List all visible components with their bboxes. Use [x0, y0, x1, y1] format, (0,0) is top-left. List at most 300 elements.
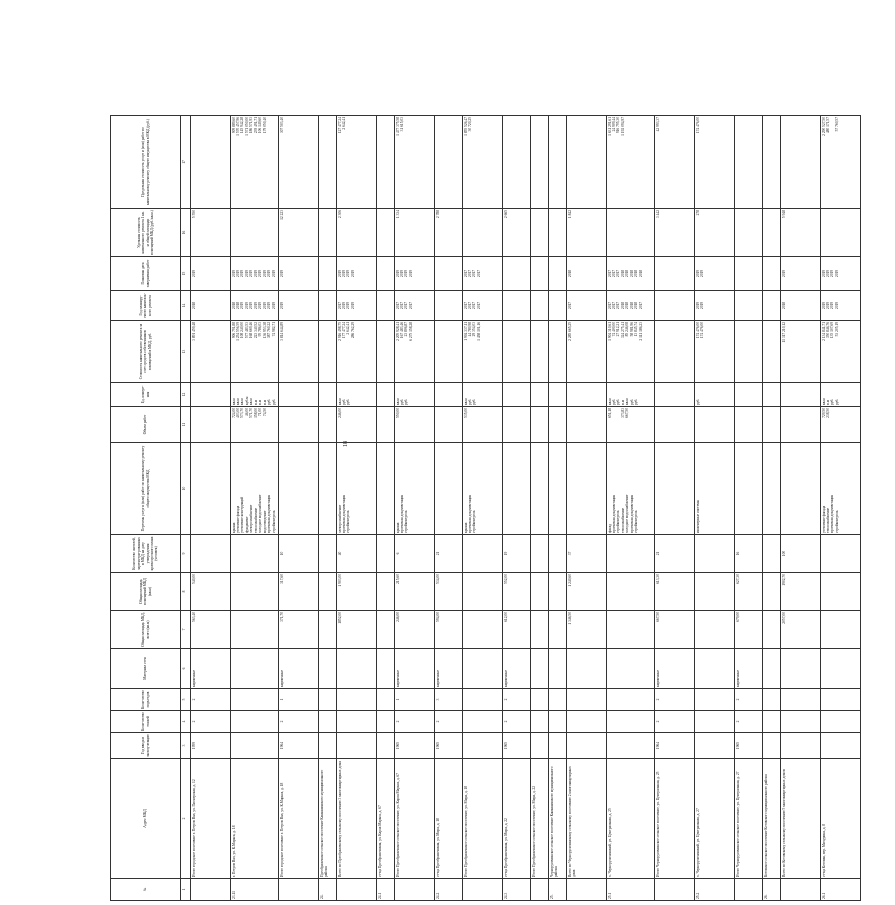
column-header: Материал стен: [111, 649, 181, 689]
table-cell: 667,50: [655, 611, 695, 649]
table-cell: [735, 321, 763, 383]
cell-line: 1 458 101,16: [476, 322, 481, 341]
cell-line: п.м: [253, 399, 258, 405]
cell-line: 2017: [616, 269, 621, 278]
column-header: Перечень услуг и (или) работ по капитальному ремонту общего имущества МКД: [111, 443, 181, 535]
table-cell: [531, 733, 549, 759]
table-cell: [763, 733, 781, 759]
cell-line: холодное водоснабжение: [258, 494, 263, 533]
table-cell: 540,00: [191, 573, 231, 611]
table-cell: 371,70: [279, 611, 319, 649]
table-cell: [463, 443, 503, 535]
table-cell: [607, 209, 655, 257]
table-cell: [781, 383, 821, 407]
table-cell: [395, 443, 435, 535]
table-cell: [279, 321, 319, 383]
table-cell: [279, 116, 319, 209]
cell-line: 174 476,00: [695, 117, 700, 134]
cell-line: 1 904 337,11: [463, 322, 468, 341]
cell-line: руб.: [267, 398, 272, 405]
table-cell: кирпичные: [395, 649, 435, 689]
cell-line: руб.: [346, 398, 351, 405]
cell-line: 1 477 375,58: [395, 117, 400, 136]
table-cell: [735, 209, 763, 257]
table-cell: [567, 407, 607, 443]
table-cell: [191, 257, 231, 291]
table-cell: [695, 321, 735, 383]
table-cell: [377, 209, 395, 257]
table-row: [337, 116, 377, 901]
cell-line: 2019: [267, 269, 272, 278]
table-cell: 16: [735, 535, 763, 573]
column-number: 10: [181, 443, 191, 535]
cell-line: 2019: [825, 269, 830, 278]
cell-line: крыша: [231, 522, 236, 533]
cell-line: 71,00: [258, 408, 263, 417]
cell-line: 2018: [235, 301, 240, 310]
table-cell: 1965: [395, 733, 435, 759]
cell-line: 2019: [830, 269, 835, 278]
cell-line: 1 192 094,97: [620, 117, 625, 136]
cell-line: 2018: [567, 269, 572, 278]
cell-line: крыша: [463, 522, 468, 533]
table-cell: [531, 443, 549, 535]
cell-line: 168 669,46: [249, 322, 254, 339]
table-cell: 24.2: [435, 879, 463, 901]
table-cell: [763, 711, 781, 733]
table-cell: [337, 209, 377, 257]
table-cell: [763, 535, 781, 573]
table-cell: [607, 573, 655, 611]
column-number: 11: [181, 407, 191, 443]
cell-line: руб.: [404, 398, 409, 405]
table-cell: [763, 291, 781, 321]
table-cell: [695, 573, 735, 611]
table-cell: [191, 209, 231, 257]
table-cell: [377, 443, 395, 535]
table-cell: [695, 711, 735, 733]
table-cell: [607, 321, 655, 383]
table-cell: [567, 649, 607, 689]
cell-line: 2019: [191, 269, 196, 278]
cell-line: 2019: [346, 301, 351, 310]
table-cell: [549, 383, 567, 407]
table-cell: ст-ца Преображенская, ул. Мира, д. 22: [503, 759, 531, 879]
cell-line: п.м: [262, 399, 267, 405]
cell-line: 136 953,38: [262, 322, 267, 339]
cell-line: 2018: [620, 301, 625, 310]
cell-line: 2017: [399, 301, 404, 310]
table-cell: [503, 116, 531, 209]
cell-line: 2019: [350, 301, 355, 310]
table-cell: [695, 443, 735, 535]
table-cell: [821, 257, 861, 291]
table-cell: [763, 257, 781, 291]
table-cell: [463, 573, 503, 611]
table-cell: [231, 321, 279, 383]
cell-line: 2019: [240, 269, 245, 278]
cell-line: 2019: [781, 269, 786, 278]
table-cell: [395, 116, 435, 209]
cell-line: руб.: [830, 398, 835, 405]
cell-line: 174 476,00: [699, 322, 704, 339]
table-cell: [567, 257, 607, 291]
table-cell: [531, 209, 549, 257]
table-cell: [435, 383, 463, 407]
table-cell: 1 240,60: [567, 573, 607, 611]
page-number: 18: [343, 441, 349, 447]
cell-line: 2 285 665,25: [567, 322, 572, 341]
table-cell: [395, 321, 435, 383]
table-cell: [377, 321, 395, 383]
table-cell: [463, 611, 503, 649]
table-cell: 1902,70: [781, 573, 821, 611]
column-number: 15: [181, 257, 191, 291]
cell-line: 2019: [699, 269, 704, 278]
table-cell: 1959: [191, 733, 231, 759]
cell-line: стройконтроль: [346, 510, 351, 533]
table-cell: [463, 689, 503, 711]
column-number: 4: [181, 711, 191, 733]
table-cell: Итого Преображенское сельское поселение, ул. Мира, д. 18: [463, 759, 503, 879]
table-cell: [781, 711, 821, 733]
cell-line: руб.: [634, 398, 639, 405]
cell-line: 108 240,00: [240, 322, 245, 339]
table-cell: [435, 443, 463, 535]
table-cell: 2: [735, 711, 763, 733]
cell-line: 286 762,29: [350, 322, 355, 339]
table-cell: 2: [395, 711, 435, 733]
table-cell: [821, 209, 861, 257]
cell-line: проектная документация: [341, 494, 346, 533]
table-cell: [763, 321, 781, 383]
cell-line: 179 050,40: [262, 117, 267, 134]
table-cell: [377, 611, 395, 649]
cell-line: 2017: [463, 269, 468, 278]
cell-line: 2019: [825, 301, 830, 310]
table-cell: [231, 573, 279, 611]
cell-line: 158,00: [253, 408, 258, 418]
table-cell: [319, 321, 337, 383]
table-cell: [463, 291, 503, 321]
table-cell: 2: [735, 689, 763, 711]
table-body: [181, 116, 861, 901]
table-cell: [695, 535, 735, 573]
table-cell: [377, 733, 395, 759]
table-cell: кирпичные: [735, 649, 763, 689]
cell-line: теплоснабжение: [253, 507, 258, 533]
cell-line: проектная документация: [830, 494, 835, 533]
cell-line: стройконтроль: [634, 510, 639, 533]
cell-line: 1 631 291,61: [607, 117, 612, 136]
cell-line: 2019: [258, 301, 263, 310]
cell-line: 3 442: [655, 210, 660, 219]
table-cell: [531, 573, 549, 611]
cell-line: 2019: [341, 301, 346, 310]
table-cell: 1 903,00: [337, 573, 377, 611]
table-cell: [337, 879, 377, 901]
cell-line: 2 290 527,50: [821, 117, 826, 136]
cell-line: 42 993,37: [655, 117, 660, 132]
table-cell: [191, 321, 231, 383]
table-cell: [395, 257, 435, 291]
table-cell: [821, 711, 861, 733]
table-cell: [549, 573, 567, 611]
table-cell: [735, 291, 763, 321]
column-number: 17: [181, 116, 191, 209]
table-cell: [231, 689, 279, 711]
table-cell: кирпичные: [655, 649, 695, 689]
cell-line: 145 942,28: [240, 117, 245, 134]
cell-line: 2 788: [435, 210, 440, 219]
table-cell: [695, 611, 735, 649]
column-header: Количество жителей, зарегистри-рованных в МКД на дату утверждения краткосрочного плана (человек): [111, 535, 181, 573]
cell-line: руб.: [472, 398, 477, 405]
table-cell: 26.1: [821, 879, 861, 901]
cell-line: 74,50: [262, 408, 267, 417]
cell-line: руб.: [611, 398, 616, 405]
table-cell: [395, 383, 435, 407]
cell-line: 571,70: [249, 408, 254, 418]
table-cell: [319, 116, 337, 209]
table-cell: [781, 649, 821, 689]
table-cell: [463, 879, 503, 901]
table-cell: [337, 257, 377, 291]
table-cell: [607, 711, 655, 733]
table-cell: 1: [279, 689, 319, 711]
table-row: [607, 116, 655, 901]
table-cell: Итого городское поселение г. Петров Вал, ул. К.Маркса, д. 18: [279, 759, 319, 879]
table-row: [763, 116, 781, 901]
table-cell: 679,00: [735, 611, 763, 649]
table-cell: [395, 407, 435, 443]
column-number: 14: [181, 291, 191, 321]
table-cell: [231, 257, 279, 291]
cell-line: [696, 408, 700, 441]
table-cell: [549, 649, 567, 689]
cell-line: 403,00: [235, 408, 240, 418]
table-cell: [821, 116, 861, 209]
cell-line: 2018: [191, 301, 196, 310]
table-cell: 1852,00: [337, 611, 377, 649]
table-cell: [567, 116, 607, 209]
cell-line: 2019: [350, 269, 355, 278]
table-cell: [567, 879, 607, 901]
table-cell: [463, 407, 503, 443]
table-cell: [763, 407, 781, 443]
cell-line: 2019: [231, 269, 236, 278]
column-header: Стоимость капитального ремонта за счет средств собственников помещений в МКД, руб.: [111, 321, 181, 383]
cell-line: 24 909,44: [611, 117, 616, 132]
table-cell: 215,60: [395, 573, 435, 611]
cell-line: 724,00: [231, 408, 236, 418]
table-cell: [695, 407, 735, 443]
table-cell: [607, 257, 655, 291]
cell-line: кв.м: [821, 398, 826, 405]
table-cell: [319, 611, 337, 649]
cell-line: 13 845,74: [634, 322, 639, 337]
table-row: [463, 116, 503, 901]
table-cell: 100: [781, 535, 821, 573]
cell-line: 23 806,87: [404, 322, 409, 337]
cell-line: проектная документация: [267, 494, 272, 533]
cell-line: 550,00: [395, 408, 400, 418]
table-cell: [531, 879, 549, 901]
table-cell: 2: [435, 711, 463, 733]
cell-line: 2017: [611, 269, 616, 278]
cell-line: п.м: [825, 399, 830, 405]
cell-line: руб.: [271, 398, 276, 405]
cell-line: 2019: [262, 301, 267, 310]
cell-line: 2017: [337, 301, 342, 310]
table-cell: [735, 257, 763, 291]
table-cell: 37: [567, 535, 607, 573]
cell-line: электроснабжение: [249, 504, 254, 533]
table-cell: [567, 733, 607, 759]
cell-line: 106 149,60: [258, 117, 263, 134]
cell-line: проектная документация: [399, 494, 404, 533]
cell-line: 909 889,60: [231, 117, 236, 134]
table-cell: [655, 321, 695, 383]
cell-line: 239 491,71: [253, 117, 258, 134]
table-cell: х. Чернорусичинский, ул. Центральная, д. 25: [607, 759, 655, 879]
table-cell: [567, 209, 607, 257]
table-cell: [567, 321, 607, 383]
cell-line: руб.: [695, 398, 700, 405]
table-cell: 563,40: [191, 611, 231, 649]
table-cell: [377, 407, 395, 443]
table-cell: [463, 733, 503, 759]
cell-line: 373,83: [620, 408, 625, 418]
table-cell: [503, 407, 531, 443]
cell-line: 30 720,25: [467, 117, 472, 132]
table-cell: [821, 535, 861, 573]
table-cell: 23.11: [231, 879, 279, 901]
cell-line: 387 760,22: [267, 322, 272, 339]
cell-line: кв.м: [337, 398, 342, 405]
cell-line: 324 275,41: [620, 322, 625, 339]
cell-line: 2017: [476, 269, 481, 278]
table-cell: [781, 879, 821, 901]
table-cell: [531, 689, 549, 711]
cell-line: [472, 408, 476, 441]
table-cell: [319, 573, 337, 611]
table-cell: [319, 383, 337, 407]
cell-line: 1 570 457,96: [235, 117, 240, 136]
cell-line: проектная документация: [467, 494, 472, 533]
table-cell: 2: [191, 711, 231, 733]
table-cell: [319, 733, 337, 759]
cell-line: 2017: [611, 301, 616, 310]
table-cell: кирпичные: [503, 649, 531, 689]
table-cell: [231, 291, 279, 321]
cell-line: электроснабжение: [337, 504, 342, 533]
table-cell: [337, 649, 377, 689]
table-cell: Котовское сельское поселение Котовского муниципального района: [763, 759, 781, 879]
column-header: Плановая дата завершения работ: [111, 257, 181, 291]
table-cell: [821, 573, 861, 611]
cell-line: 577 483,53: [244, 322, 249, 339]
table-cell: [531, 321, 549, 383]
table-cell: 1: [395, 689, 435, 711]
rotated-table-wrapper: [110, 117, 895, 901]
table-cell: [549, 209, 567, 257]
cell-line: 2017: [607, 269, 612, 278]
table-cell: кирпичные: [191, 649, 231, 689]
table-cell: [319, 689, 337, 711]
cell-line: п.м: [620, 399, 625, 405]
cell-line: стройконтроль: [472, 510, 477, 533]
cell-line: 2018: [625, 269, 630, 278]
table-cell: 1965: [435, 733, 463, 759]
cell-line: куб.м: [244, 396, 249, 405]
table-cell: [319, 209, 337, 257]
cell-line: проектная документация: [611, 494, 616, 533]
cell-line: фундамент: [244, 516, 249, 533]
table-cell: [435, 257, 463, 291]
table-cell: [735, 407, 763, 443]
table-cell: 2: [655, 711, 695, 733]
table-cell: [781, 689, 821, 711]
table-cell: [763, 689, 781, 711]
table-cell: [549, 116, 567, 209]
cell-line: 1 904 310,61: [607, 322, 612, 341]
cell-line: 2019: [253, 301, 258, 310]
cell-line: 2017: [567, 301, 572, 310]
table-cell: Итого Преображенское сельское поселение, ул. Мира, д. 22: [531, 759, 549, 879]
table-cell: [735, 879, 763, 901]
table-cell: [503, 383, 531, 407]
table-cell: [695, 733, 735, 759]
cell-line: 2 665: [503, 210, 508, 219]
column-number: 5: [181, 689, 191, 711]
table-cell: [463, 257, 503, 291]
table-cell: Итого Чернорусичинское сельское поселение, ул. Центральная, д. 25: [655, 759, 695, 879]
cell-line: 2019: [699, 301, 704, 310]
cell-line: 2019: [834, 301, 839, 310]
cell-line: 2019: [271, 301, 276, 310]
table-cell: [503, 321, 531, 383]
cell-line: [346, 408, 350, 441]
cell-line: 2017: [472, 301, 477, 310]
table-cell: [607, 443, 655, 535]
table-cell: [377, 535, 395, 573]
cell-line: 350 846,76: [825, 322, 830, 339]
table-cell: [549, 611, 567, 649]
table-cell: [821, 321, 861, 383]
table-cell: ст-ца Преображенская, ул. Мира, д. 18: [435, 759, 463, 879]
column-number: 7: [181, 611, 191, 649]
table-cell: г. Петров Вал, ул. К.Маркса, д. 18: [231, 759, 279, 879]
table-cell: [231, 443, 279, 535]
column-number: 16: [181, 209, 191, 257]
table-cell: 24.: [319, 879, 337, 901]
cell-line: кв.м: [625, 398, 630, 405]
table-cell: [549, 443, 567, 535]
cell-line: 2018: [781, 301, 786, 310]
cell-line: 2019: [258, 269, 263, 278]
cell-line: 2019: [395, 269, 400, 278]
table-cell: [463, 321, 503, 383]
table-cell: [531, 257, 549, 291]
table-cell: 317,60: [279, 573, 319, 611]
table-cell: [763, 383, 781, 407]
table-cell: 627,30: [735, 573, 763, 611]
table-cell: [231, 116, 279, 209]
column-header: Предельная стоимость услуг и (или) работ по капитальному ремонту общего имущества в МКД (руб.): [111, 116, 181, 209]
cell-line: 2019: [399, 269, 404, 278]
cell-line: 2019: [346, 269, 351, 278]
